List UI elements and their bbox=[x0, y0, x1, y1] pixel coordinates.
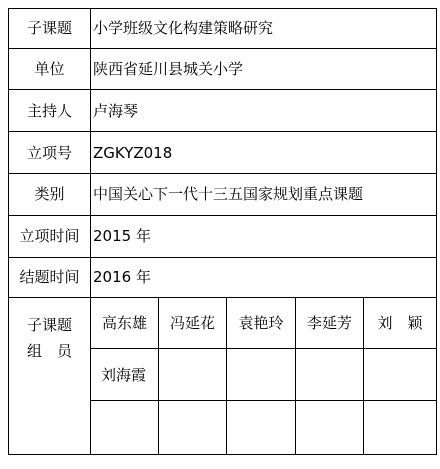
start-time-label: 立项时间 bbox=[9, 215, 91, 257]
member-cell: 冯延花 bbox=[159, 298, 227, 349]
member-cell-empty bbox=[296, 349, 364, 400]
member-cell-empty bbox=[91, 400, 159, 454]
subtopic-value: 小学班级文化构建策略研究 bbox=[91, 9, 437, 49]
member-cell: 高东雄 bbox=[91, 298, 159, 349]
row-category bbox=[9, 173, 437, 215]
row-start-time bbox=[9, 215, 437, 257]
end-time-value: 2016 年 bbox=[91, 257, 437, 298]
members-row-1 bbox=[9, 298, 437, 349]
category-value: 中国关心下一代十三五国家规划重点课题 bbox=[91, 173, 437, 215]
member-cell-empty bbox=[227, 400, 296, 454]
start-time-value: 2015 年 bbox=[91, 215, 437, 257]
member-cell: 刘海霞 bbox=[91, 349, 159, 400]
member-cell-empty bbox=[364, 349, 437, 400]
unit-label: 单位 bbox=[9, 48, 91, 90]
members-label-line2: 组 员 bbox=[26, 342, 72, 361]
host-label: 主持人 bbox=[9, 90, 91, 132]
host-value: 卢海琴 bbox=[91, 90, 437, 132]
category-label: 类别 bbox=[9, 173, 91, 215]
member-cell-empty bbox=[159, 349, 227, 400]
subtopic-label: 子课题 bbox=[9, 9, 91, 49]
project-info-table bbox=[8, 8, 437, 455]
member-cell-empty bbox=[159, 400, 227, 454]
member-cell: 李延芳 bbox=[296, 298, 364, 349]
row-unit bbox=[9, 48, 437, 90]
members-label-line1: 子课题 bbox=[26, 316, 72, 335]
member-cell: 刘 颖 bbox=[364, 298, 437, 349]
project-number-value: ZGKYZ018 bbox=[91, 132, 437, 174]
member-cell-empty bbox=[364, 400, 437, 454]
member-cell: 袁艳玲 bbox=[227, 298, 296, 349]
members-label bbox=[9, 298, 91, 455]
row-project-number bbox=[9, 132, 437, 174]
row-end-time bbox=[9, 257, 437, 298]
member-cell-empty bbox=[227, 349, 296, 400]
project-number-label: 立项号 bbox=[9, 132, 91, 174]
row-host bbox=[9, 90, 437, 132]
row-subtopic bbox=[9, 9, 437, 49]
unit-value: 陕西省延川县城关小学 bbox=[91, 48, 437, 90]
end-time-label: 结题时间 bbox=[9, 257, 91, 298]
member-cell-empty bbox=[296, 400, 364, 454]
